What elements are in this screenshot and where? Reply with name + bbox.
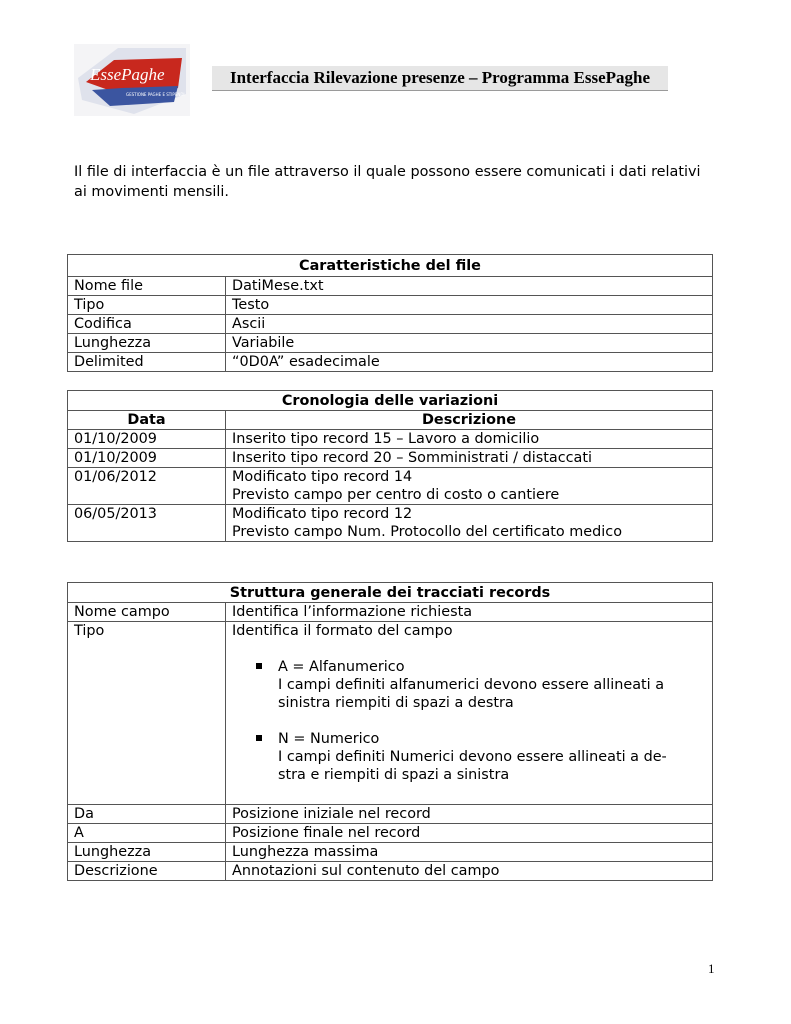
row-description: Inserito tipo record 20 – Somministrati / distaccati [226, 449, 713, 468]
description-line: Previsto campo Num. Protocollo del certificato medico [232, 524, 623, 540]
description-line: Modificato tipo record 12 [232, 506, 413, 522]
row-description [226, 505, 713, 542]
column-header-date: Data [68, 411, 226, 430]
row-description [226, 468, 713, 505]
row-label: Delimited [68, 353, 226, 372]
table-row [68, 430, 713, 449]
row-value: Posizione finale nel record [226, 824, 713, 843]
table-row [68, 805, 713, 824]
row-value [226, 622, 713, 805]
row-label: A [68, 824, 226, 843]
bullet-head: A = Alfanumerico [278, 659, 405, 675]
square-bullet-icon [256, 735, 262, 741]
table-row [68, 505, 713, 542]
row-label: Lunghezza [68, 334, 226, 353]
row-label: Descrizione [68, 862, 226, 881]
column-header-description: Descrizione [226, 411, 713, 430]
table-row [68, 315, 713, 334]
row-value: Testo [226, 296, 713, 315]
table-row [68, 334, 713, 353]
row-value: DatiMese.txt [226, 277, 713, 296]
essepaghe-logo [74, 44, 190, 116]
row-label: Nome file [68, 277, 226, 296]
bullet-line: sinistra riempiti di spazi a destra [278, 695, 514, 711]
tipo-description: Identifica il formato del campo [232, 623, 453, 639]
bullet-line: stra e riempiti di spazi a sinistra [278, 767, 510, 783]
row-label: Tipo [68, 296, 226, 315]
row-label: Codifica [68, 315, 226, 334]
page-number: 1 [708, 961, 715, 976]
table-row [68, 468, 713, 505]
row-value: Lunghezza massima [226, 843, 713, 862]
row-date: 01/10/2009 [68, 430, 226, 449]
list-item [232, 658, 712, 712]
table-row [68, 277, 713, 296]
intro-paragraph: Il file di interfaccia è un file attraverso il quale possono essere comunicati i dati relativi ai movimenti mensili. [74, 164, 701, 200]
table-row [68, 353, 713, 372]
list-item [232, 730, 712, 784]
row-label: Lunghezza [68, 843, 226, 862]
row-value: Ascii [226, 315, 713, 334]
table-header-row [68, 411, 713, 430]
row-value: Posizione iniziale nel record [226, 805, 713, 824]
logo-subtitle: GESTIONE PAGHE E STIPENDI [126, 92, 185, 97]
row-date: 06/05/2013 [68, 505, 226, 542]
record-structure-table [67, 582, 713, 881]
table-title: Caratteristiche del file [68, 255, 713, 277]
logo-text: EssePaghe [90, 65, 165, 84]
type-list [232, 658, 712, 784]
description-line: Previsto campo per centro di costo o cantiere [232, 487, 560, 503]
table-row [68, 449, 713, 468]
table-row [68, 622, 713, 805]
table-row [68, 296, 713, 315]
row-value: Identifica l’informazione richiesta [226, 603, 713, 622]
description-line: Modificato tipo record 14 [232, 469, 413, 485]
file-characteristics-table [67, 254, 713, 372]
row-date: 01/10/2009 [68, 449, 226, 468]
table-row [68, 824, 713, 843]
row-label: Da [68, 805, 226, 824]
row-date: 01/06/2012 [68, 468, 226, 505]
document-title: Interfaccia Rilevazione presenze – Programma EssePaghe [212, 66, 668, 91]
bullet-line: I campi definiti Numerici devono essere allineati a de- [278, 749, 667, 765]
table-title: Struttura generale dei tracciati records [68, 583, 713, 603]
bullet-head: N = Numerico [278, 731, 380, 747]
row-label: Tipo [68, 622, 226, 805]
table-row [68, 603, 713, 622]
table-row [68, 862, 713, 881]
change-history-table [67, 390, 713, 542]
row-label: Nome campo [68, 603, 226, 622]
square-bullet-icon [256, 663, 262, 669]
row-description: Inserito tipo record 15 – Lavoro a domicilio [226, 430, 713, 449]
bullet-line: I campi definiti alfanumerici devono essere allineati a [278, 677, 665, 693]
row-value: Variabile [226, 334, 713, 353]
table-row [68, 843, 713, 862]
row-value: Annotazioni sul contenuto del campo [226, 862, 713, 881]
table-title: Cronologia delle variazioni [68, 391, 713, 411]
row-value: “0D0A” esadecimale [226, 353, 713, 372]
